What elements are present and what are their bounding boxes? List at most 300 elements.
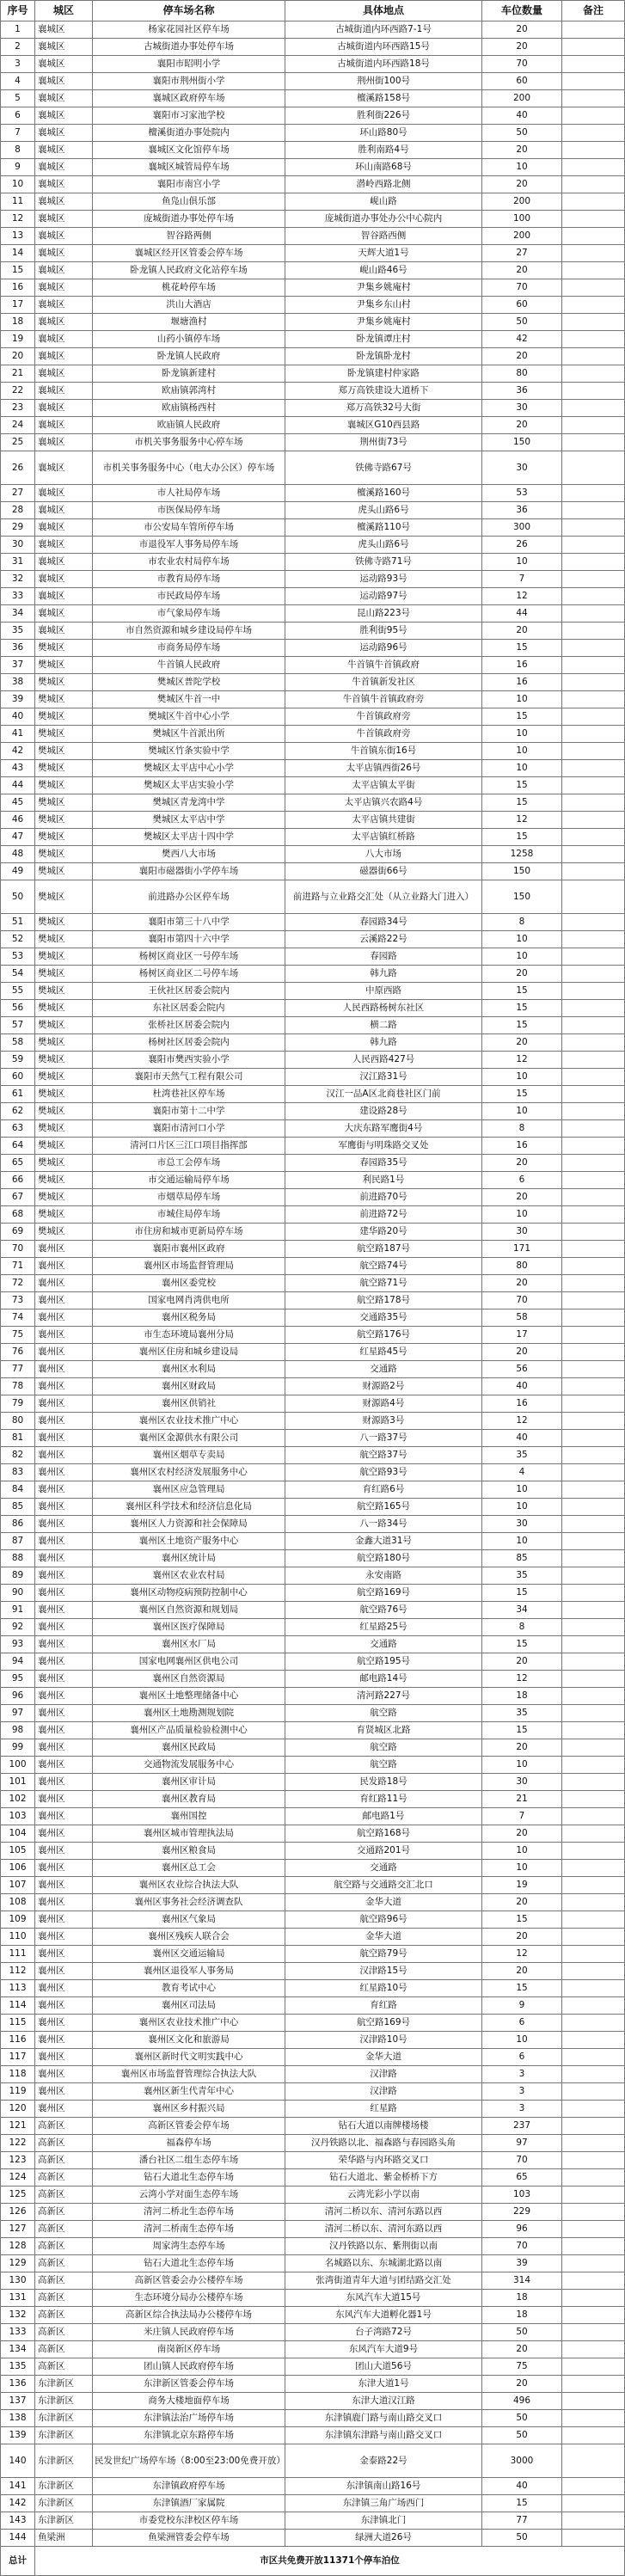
row-space-count: 20 [482, 21, 562, 39]
table-row [1, 674, 625, 691]
row-location: 育红路6号 [285, 1481, 482, 1499]
table-row [1, 245, 625, 262]
row-location: 建设路28号 [285, 1103, 482, 1120]
table-row [1, 2376, 625, 2393]
row-remarks [562, 1636, 625, 1653]
table-row [1, 1413, 625, 1430]
row-space-count: 10 [482, 1499, 562, 1516]
row-space-count: 30 [482, 1774, 562, 1791]
row-space-count: 10 [482, 159, 562, 176]
row-district: 襄州区 [35, 1791, 93, 1808]
table-row [1, 880, 625, 914]
row-lot-name: 市城住局停车场 [93, 1206, 285, 1224]
row-space-count: 40 [482, 107, 562, 125]
row-district: 襄州区 [35, 1309, 93, 1327]
row-location: 尹集乡东山村 [285, 297, 482, 314]
table-row [1, 1911, 625, 1929]
row-space-count: 10 [482, 554, 562, 571]
row-space-count: 10 [482, 1843, 562, 1860]
row-lot-name: 杜湾巷社区停车场 [93, 1086, 285, 1103]
row-lot-name: 襄州区市场监督管理局 [93, 1258, 285, 1275]
row-lot-name: 襄阳市第四十六中学 [93, 931, 285, 948]
row-space-count: 50 [482, 125, 562, 142]
row-space-count: 50 [482, 2427, 562, 2444]
row-district: 樊城区 [35, 931, 93, 948]
row-district: 襄城区 [35, 211, 93, 228]
row-location: 金鑫大道31号 [285, 1533, 482, 1550]
row-lot-name: 襄州区事务社会经济调查队 [93, 1894, 285, 1911]
table-row [1, 1034, 625, 1052]
row-space-count: 15 [482, 640, 562, 657]
table-row [1, 1430, 625, 1447]
row-index: 105 [1, 1843, 35, 1860]
row-space-count: 7 [482, 571, 562, 588]
table-row [1, 159, 625, 176]
row-lot-name: 市住房和城市更新局停车场 [93, 1224, 285, 1241]
row-remarks [562, 1602, 625, 1619]
table-row [1, 1017, 625, 1034]
table-row [1, 1189, 625, 1206]
row-space-count: 12 [482, 1671, 562, 1688]
table-row [1, 2066, 625, 2083]
row-index: 129 [1, 2255, 35, 2272]
row-remarks [562, 1017, 625, 1034]
row-location: 航空路74号 [285, 1258, 482, 1275]
row-lot-name: 卧龙镇人民政府 [93, 348, 285, 365]
row-index: 140 [1, 2444, 35, 2478]
row-space-count: 53 [482, 485, 562, 502]
row-index: 2 [1, 39, 35, 56]
row-index: 80 [1, 1413, 35, 1430]
row-district: 襄城区 [35, 348, 93, 365]
row-location: 航空路168号 [285, 1825, 482, 1843]
row-remarks [562, 1258, 625, 1275]
row-lot-name: 襄阳市清河口小学 [93, 1120, 285, 1138]
row-lot-name: 襄城区经开区管委会停车场 [93, 245, 285, 262]
row-district: 襄州区 [35, 1636, 93, 1653]
row-location: 卧龙镇建村仲家路 [285, 365, 482, 383]
row-index: 22 [1, 383, 35, 400]
row-district: 襄州区 [35, 2015, 93, 2032]
row-lot-name: 市机关事务服务中心（电大办公区）停车场 [93, 451, 285, 485]
row-index: 69 [1, 1224, 35, 1241]
row-location: 昆山路223号 [285, 605, 482, 623]
row-remarks [562, 760, 625, 777]
table-row [1, 1138, 625, 1155]
row-lot-name: 襄州国控 [93, 1808, 285, 1825]
row-lot-name: 襄州区粮食局 [93, 1843, 285, 1860]
row-index: 133 [1, 2324, 35, 2341]
row-space-count: 3 [482, 2101, 562, 2118]
row-remarks [562, 2530, 625, 2547]
row-location: 檀溪路110号 [285, 519, 482, 537]
row-location: 胜利街226号 [285, 107, 482, 125]
row-remarks [562, 245, 625, 262]
table-row [1, 451, 625, 485]
row-location: 胜利街95号 [285, 623, 482, 640]
row-lot-name: 东津镇法治广场停车场 [93, 2410, 285, 2427]
row-space-count: 21 [482, 1791, 562, 1808]
row-location: 横二路 [285, 1017, 482, 1034]
row-location: 磁器街66号 [285, 863, 482, 880]
row-space-count: 70 [482, 56, 562, 73]
row-remarks [562, 2187, 625, 2204]
table-row [1, 726, 625, 743]
row-lot-name: 樊城区太平店十四中学 [93, 829, 285, 846]
table-row [1, 640, 625, 657]
row-lot-name: 襄州区残疾人联合会 [93, 1929, 285, 1946]
row-remarks [562, 365, 625, 383]
row-lot-name: 襄州区医疗保障局 [93, 1619, 285, 1636]
row-space-count: 26 [482, 537, 562, 554]
row-district: 鱼梁洲 [35, 2530, 93, 2547]
row-district: 襄城区 [35, 502, 93, 519]
row-lot-name: 襄州区农业技术推广中心 [93, 1413, 285, 1430]
row-lot-name: 钻石大道北生态停车场 [93, 2169, 285, 2187]
table-row [1, 948, 625, 966]
row-index: 51 [1, 914, 35, 931]
row-district: 樊城区 [35, 846, 93, 863]
row-index: 79 [1, 1395, 35, 1413]
row-remarks [562, 1619, 625, 1636]
row-space-count: 10 [482, 1481, 562, 1499]
row-space-count: 4 [482, 1464, 562, 1481]
row-location: 春园路35号 [285, 1155, 482, 1172]
row-lot-name: 市公安局车管所停车场 [93, 519, 285, 537]
row-location: 八一路37号 [285, 1430, 482, 1447]
row-district: 樊城区 [35, 1086, 93, 1103]
row-location: 胜利南路4号 [285, 142, 482, 159]
header-location: 具体地点 [285, 1, 482, 21]
row-remarks [562, 1516, 625, 1533]
table-row [1, 1705, 625, 1722]
row-district: 襄州区 [35, 1275, 93, 1292]
table-row [1, 211, 625, 228]
table-row [1, 1241, 625, 1258]
row-location: 汉丹铁路以北、福森路与春园路头角 [285, 2135, 482, 2152]
table-row [1, 383, 625, 400]
row-location: 韩九路 [285, 1034, 482, 1052]
row-space-count: 15 [482, 777, 562, 794]
row-lot-name: 东津新区管委会停车场 [93, 2376, 285, 2393]
row-district: 襄城区 [35, 262, 93, 279]
row-remarks [562, 1946, 625, 1963]
row-index: 138 [1, 2410, 35, 2427]
row-remarks [562, 1224, 625, 1241]
row-district: 襄城区 [35, 159, 93, 176]
row-district: 襄州区 [35, 1877, 93, 1894]
row-district: 樊城区 [35, 708, 93, 726]
row-space-count: 229 [482, 2204, 562, 2221]
row-index: 27 [1, 485, 35, 502]
row-location: 邮电路14号 [285, 1671, 482, 1688]
row-location: 太平店镇共建街 [285, 812, 482, 829]
row-space-count: 60 [482, 297, 562, 314]
row-location: 航空路76号 [285, 1602, 482, 1619]
table-row [1, 588, 625, 605]
row-lot-name: 高新区综合执法局办公楼停车场 [93, 2307, 285, 2324]
row-index: 72 [1, 1275, 35, 1292]
row-lot-name: 南岗新区停车场 [93, 2341, 285, 2358]
row-location: 牛首镇牛首镇政府 [285, 657, 482, 674]
row-space-count: 16 [482, 1138, 562, 1155]
row-index: 137 [1, 2393, 35, 2410]
row-location: 航空路37号 [285, 1447, 482, 1464]
row-space-count: 20 [482, 1963, 562, 1980]
row-remarks [562, 657, 625, 674]
row-district: 襄州区 [35, 1550, 93, 1567]
row-index: 56 [1, 1000, 35, 1017]
row-space-count: 12 [482, 1052, 562, 1069]
row-space-count: 36 [482, 502, 562, 519]
row-index: 77 [1, 1361, 35, 1378]
row-space-count: 20 [482, 262, 562, 279]
table-row [1, 2512, 625, 2530]
row-remarks [562, 2083, 625, 2101]
row-district: 襄州区 [35, 1344, 93, 1361]
row-space-count: 97 [482, 2135, 562, 2152]
row-lot-name: 高新区管委会办公楼停车场 [93, 2272, 285, 2290]
header-district: 城区 [35, 1, 93, 21]
row-space-count: 3000 [482, 2444, 562, 2478]
row-district: 襄州区 [35, 1567, 93, 1585]
row-index: 10 [1, 176, 35, 193]
row-district: 襄城区 [35, 39, 93, 56]
table-row [1, 21, 625, 39]
table-row [1, 56, 625, 73]
row-space-count: 30 [482, 1516, 562, 1533]
row-space-count: 20 [482, 417, 562, 434]
row-location: 交通路 [285, 1361, 482, 1378]
row-space-count: 40 [482, 1378, 562, 1395]
row-lot-name: 襄州区新生代青年中心 [93, 2083, 285, 2101]
row-location: 金华大道 [285, 2049, 482, 2066]
row-remarks [562, 2427, 625, 2444]
row-location: 檀溪路160号 [285, 485, 482, 502]
row-remarks [562, 777, 625, 794]
row-district: 襄城区 [35, 56, 93, 73]
row-space-count: 50 [482, 2324, 562, 2341]
table-row [1, 1052, 625, 1069]
table-row [1, 777, 625, 794]
row-location: 太平店镇西街26号 [285, 760, 482, 777]
row-location: 檀溪路158号 [285, 90, 482, 107]
row-district: 襄城区 [35, 176, 93, 193]
row-index: 110 [1, 1929, 35, 1946]
row-remarks [562, 1653, 625, 1671]
row-space-count: 15 [482, 1636, 562, 1653]
row-location: 绿洲大道26号 [285, 2530, 482, 2547]
row-district: 襄城区 [35, 90, 93, 107]
row-district: 襄城区 [35, 588, 93, 605]
row-lot-name: 襄州区供销社 [93, 1395, 285, 1413]
row-district: 襄州区 [35, 1516, 93, 1533]
row-location: 太平店镇兴农路4号 [285, 794, 482, 812]
row-district: 东津新区 [35, 2376, 93, 2393]
row-lot-name: 清河二桥南生态停车场 [93, 2221, 285, 2238]
row-location: 智谷路西侧 [285, 228, 482, 245]
row-index: 116 [1, 2032, 35, 2049]
row-district: 樊城区 [35, 726, 93, 743]
row-index: 131 [1, 2290, 35, 2307]
row-remarks [562, 1980, 625, 1997]
row-space-count: 200 [482, 228, 562, 245]
row-district: 东津新区 [35, 2512, 93, 2530]
row-district: 襄城区 [35, 73, 93, 90]
table-row [1, 2204, 625, 2221]
row-remarks [562, 2290, 625, 2307]
row-location: 清河路227号 [285, 1688, 482, 1705]
row-remarks [562, 2015, 625, 2032]
row-district: 襄州区 [35, 1258, 93, 1275]
row-space-count: 35 [482, 1447, 562, 1464]
row-lot-name: 樊城区太平店实验小学 [93, 777, 285, 794]
table-row [1, 73, 625, 90]
row-location: 运动路96号 [285, 640, 482, 657]
row-location: 庞城街道办事处办公中心院内 [285, 211, 482, 228]
row-lot-name: 襄州区科学技术和经济信息化局 [93, 1499, 285, 1516]
row-index: 141 [1, 2478, 35, 2495]
row-remarks [562, 211, 625, 228]
row-index: 39 [1, 691, 35, 708]
row-lot-name: 襄州区水利局 [93, 1361, 285, 1378]
row-space-count: 15 [482, 829, 562, 846]
row-space-count: 100 [482, 211, 562, 228]
row-index: 97 [1, 1705, 35, 1722]
row-index: 4 [1, 73, 35, 90]
row-remarks [562, 537, 625, 554]
row-remarks [562, 1395, 625, 1413]
row-index: 26 [1, 451, 35, 485]
table-row [1, 1103, 625, 1120]
row-lot-name: 市自然资源和城乡建设局停车场 [93, 623, 285, 640]
row-remarks [562, 262, 625, 279]
row-lot-name: 智谷路两侧 [93, 228, 285, 245]
row-location: 人民西路杨树东社区 [285, 1000, 482, 1017]
row-index: 42 [1, 743, 35, 760]
row-remarks [562, 812, 625, 829]
row-remarks [562, 1309, 625, 1327]
row-remarks [562, 948, 625, 966]
row-district: 樊城区 [35, 657, 93, 674]
row-space-count: 40 [482, 1430, 562, 1447]
row-index: 89 [1, 1567, 35, 1585]
row-location: 航空路71号 [285, 1275, 482, 1292]
row-index: 66 [1, 1172, 35, 1189]
row-remarks [562, 434, 625, 451]
row-location: 前进路70号 [285, 1189, 482, 1206]
table-row [1, 1567, 625, 1585]
row-index: 94 [1, 1653, 35, 1671]
row-remarks [562, 1860, 625, 1877]
row-index: 44 [1, 777, 35, 794]
table-row [1, 2324, 625, 2341]
row-remarks [562, 1791, 625, 1808]
row-remarks [562, 2221, 625, 2238]
row-location: 张湾街道青年大道与团结路交汇处 [285, 2272, 482, 2290]
row-lot-name: 襄州区产品质量检验检测中心 [93, 1722, 285, 1739]
table-row [1, 1619, 625, 1636]
row-district: 襄城区 [35, 193, 93, 211]
row-index: 125 [1, 2187, 35, 2204]
row-space-count: 20 [482, 2341, 562, 2358]
row-lot-name: 市气象局停车场 [93, 605, 285, 623]
table-row [1, 434, 625, 451]
row-location: 荣华路与内环路交叉口 [285, 2152, 482, 2169]
row-space-count: 77 [482, 2512, 562, 2530]
row-remarks [562, 90, 625, 107]
row-lot-name: 市委党校东津校区停车场 [93, 2512, 285, 2530]
row-space-count: 20 [482, 1653, 562, 1671]
row-space-count: 56 [482, 1361, 562, 1378]
row-index: 139 [1, 2427, 35, 2444]
row-lot-name: 襄州区教育局 [93, 1791, 285, 1808]
row-lot-name: 襄州区财政局 [93, 1378, 285, 1395]
row-space-count: 10 [482, 931, 562, 948]
row-index: 130 [1, 2272, 35, 2290]
row-index: 121 [1, 2118, 35, 2135]
row-location: 卧龙镇谭庄村 [285, 331, 482, 348]
row-index: 43 [1, 760, 35, 777]
row-remarks [562, 726, 625, 743]
table-row [1, 2187, 625, 2204]
row-lot-name: 襄阳市南宫小学 [93, 176, 285, 193]
row-remarks [562, 1877, 625, 1894]
row-index: 87 [1, 1533, 35, 1550]
row-district: 樊城区 [35, 1103, 93, 1120]
table-row [1, 623, 625, 640]
row-index: 64 [1, 1138, 35, 1155]
row-index: 15 [1, 262, 35, 279]
row-district: 樊城区 [35, 674, 93, 691]
row-lot-name: 市烟草局停车场 [93, 1189, 285, 1206]
row-district: 樊城区 [35, 983, 93, 1000]
row-district: 襄州区 [35, 1997, 93, 2015]
row-space-count: 20 [482, 1189, 562, 1206]
header-space-count: 车位数量 [482, 1, 562, 21]
row-space-count: 496 [482, 2393, 562, 2410]
row-location: 铁佛寺路71号 [285, 554, 482, 571]
table-row [1, 2427, 625, 2444]
row-index: 142 [1, 2495, 35, 2512]
row-district: 襄州区 [35, 1860, 93, 1877]
row-space-count: 20 [482, 1894, 562, 1911]
table-row [1, 2118, 625, 2135]
row-space-count: 6 [482, 1172, 562, 1189]
table-row [1, 1292, 625, 1309]
table-row [1, 2135, 625, 2152]
row-district: 樊城区 [35, 794, 93, 812]
table-row [1, 142, 625, 159]
table-row [1, 2444, 625, 2478]
row-remarks [562, 1052, 625, 1069]
table-row [1, 1946, 625, 1963]
row-location: 金华大道 [285, 1894, 482, 1911]
row-remarks [562, 1705, 625, 1722]
row-location: 财源路4号 [285, 1395, 482, 1413]
row-district: 樊城区 [35, 640, 93, 657]
row-remarks [562, 2204, 625, 2221]
row-district: 襄州区 [35, 1963, 93, 1980]
table-row [1, 1327, 625, 1344]
row-space-count: 3 [482, 2083, 562, 2101]
row-location: 环山路80号 [285, 125, 482, 142]
row-remarks [562, 39, 625, 56]
row-district: 襄州区 [35, 1499, 93, 1516]
row-lot-name: 襄州区民政局 [93, 1739, 285, 1757]
row-index: 35 [1, 623, 35, 640]
table-row [1, 537, 625, 554]
